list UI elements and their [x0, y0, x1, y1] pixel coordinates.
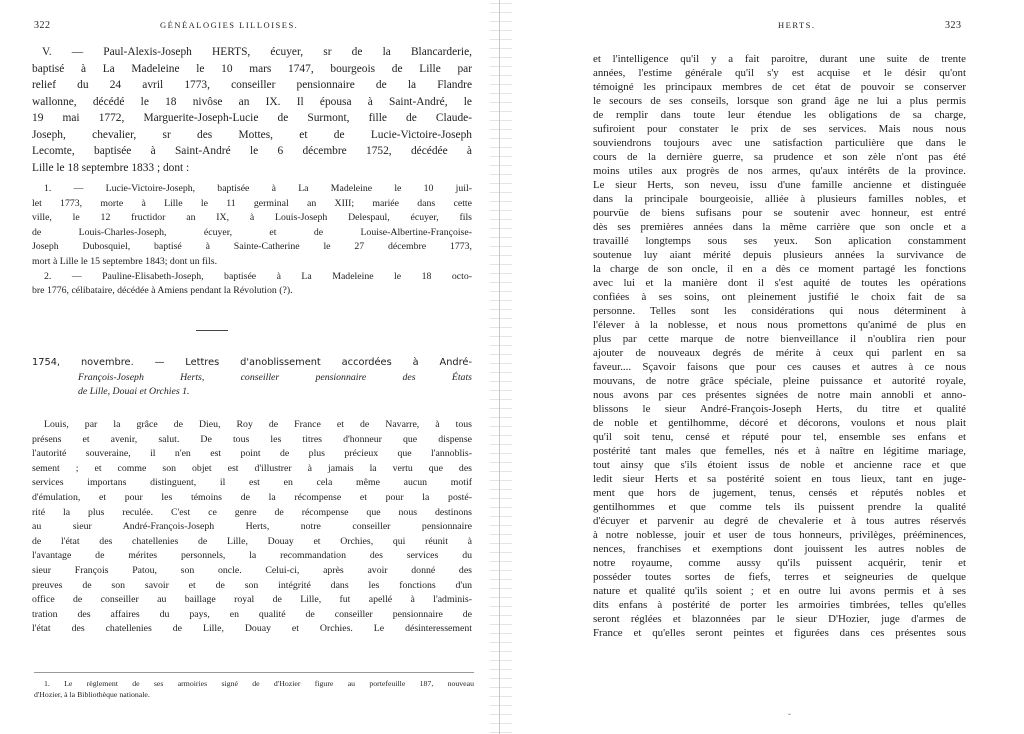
page-mark: ˇ [788, 712, 791, 722]
text-line: dits enfans à postérité de porter les armoiries timbrées, telles qu'elles [593, 599, 966, 611]
text-line: 19 mai 1772, Marguerite-Joseph-Lucie de Surmont, fille de Claude- [32, 112, 472, 124]
text-line: l'état des chatellenies de Lille, Douay et Orchies. Le désinteressement [32, 623, 472, 635]
text-line: souviendrons toujours avec une satisfaction particulière que dans le [593, 137, 966, 149]
heading-line: François-Joseph Herts, conseiller pensionnaire des États [78, 371, 472, 383]
text-line: ledit sieur Herts et sa postérité soient en tous lieux, tant en juge- [593, 473, 966, 485]
text-line: présens et avenir, salut. De tous les titres d'honneur que dispense [32, 433, 472, 445]
text-line: sement ; et comme son objet est d'illustrer à jamais la vertu que des [32, 462, 472, 474]
text-line: de noble et gentilhomme, décoré et décorons, voulons et nous plait [593, 417, 966, 429]
text-line: d'écuyer et parvenir au degré de chevalerie et à tous autres réservés [593, 515, 966, 527]
text-line: relief du 24 avril 1773, conseiller pensionnaire de la Flandre [32, 79, 472, 91]
text-line: seront réglées et blazonnées par le sieur D'Hozier, juge d'armes de [593, 613, 966, 625]
text-line: preuves de son savoir et de son intégrité dans les fonctions d'un [32, 579, 472, 591]
text-line: années, l'estime générale qu'il s'y est acquise et le désir qu'ont [593, 67, 966, 79]
text-line: let 1773, morte à Lille le 11 germinal an XIII; mariée dans cette [32, 197, 472, 209]
text-line: nature et qualité qu'ils soient ; et en outre lui avons permis et à ses [593, 585, 966, 597]
text-line: mort à Lille le 15 septembre 1843; dont un fils. [32, 255, 218, 267]
section-divider [196, 330, 228, 331]
text-line: à notre noblesse, jouir et user de tous honneurs, privilèges, prééminences, [593, 529, 966, 541]
text-line: au sieur André-François-Joseph Herts, notre conseiller pensionnaire [32, 521, 472, 533]
text-line: notre royaume, comme aussy qu'ils puissent acquérir, tenir et [593, 557, 966, 569]
text-line: témoigné les principaux membres de cet état de pouvoir se conserver [593, 81, 966, 93]
text-line: blissons le sieur André-François-Joseph Herts, du titre et qualité [593, 403, 966, 415]
text-line: l'élever à la noblesse, et nous nous promettons qu'animé de plus en [593, 319, 966, 331]
footnote-divider [34, 672, 474, 673]
text-line: plus par cette marque de notre bienveillance il n'oublira rien pour [593, 333, 966, 345]
heading-line: 1754, novembre. — Lettres d'anoblissement accordées à André- [32, 357, 472, 368]
text-line: ville, le 12 fructidor an IX, à Louis-Joseph Delespaul, écuyer, fils [32, 212, 472, 224]
text-line: de remplir dans toute leur étendue les obligations de sa charge, [593, 109, 966, 121]
text-line: V. — Paul-Alexis-Joseph HERTS, écuyer, sr de la Blancarderie, [42, 46, 472, 58]
text-line: le secours de ses conseils, lorsque son grand âge ne lui a plus permis [593, 95, 966, 107]
text-line: sieur François Patou, son oncle. Celui-ci, après avoir donné des [32, 564, 472, 576]
text-line: Le sieur Herts, son neveu, issu d'une famille ancienne et distinguée [593, 179, 966, 191]
text-line: bre 1776, célibataire, décédée à Amiens pendant la Révolution (?). [32, 285, 293, 297]
right-running-head: HERTS. [778, 20, 816, 30]
text-line: et l'intelligence qu'il y a fait paroitre, durant une suite de trente [593, 53, 966, 65]
right-page [510, 0, 1024, 734]
footnote-line: d'Hozier, à la Bibliothèque nationale. [34, 690, 150, 699]
entry-v-paragraph [32, 44, 472, 176]
children-list [32, 182, 472, 299]
book-gutter [490, 0, 512, 734]
gutter-line [499, 0, 500, 734]
text-line: l'autorité souveraine, il n'en est point de plus précieux que l'annoblis- [32, 448, 472, 460]
text-line: ajouter de nouveaux degrés de mérite à ceux qui parlent en sa [593, 347, 966, 359]
text-line: dans la principale bourgeoisie, alliée à plusieurs familles nobles, et [593, 193, 966, 205]
right-page-number: 323 [945, 20, 962, 31]
text-line: services importans distinguent, il est en cela même aucun motif [32, 477, 472, 489]
left-running-head: GÉNÉALOGIES LILLOISES. [160, 20, 299, 30]
text-line: wallonne, décédé le 18 nivôse an IX. Il épousa à Saint-André, le [32, 95, 472, 108]
letters-body [32, 418, 472, 637]
text-line: office de conseiller au baillage royal de Lille, fut apellé à l'adminis- [32, 594, 472, 606]
text-line: de Louis-Charles-Joseph, écuyer, et de Louise-Albertine-Françoise- [32, 226, 472, 238]
text-line: sufiroient pour constater le prix de ses services. Mais nous nous [593, 123, 966, 135]
text-line: dès ses premières années dans la même carrière que son oncle et a [593, 221, 966, 233]
text-line: postérité tant males que femelles, nés et à naître en légitime mariage, [593, 445, 966, 457]
text-line: tout ainsy que s'ils étoient issus de noble et ancienne race et que [593, 459, 966, 471]
text-line: ment que hors de jugement, tenus, censés et réputés nobles et [593, 487, 966, 499]
text-line: l'avantage de mérites personnels, la recommandation des services du [32, 550, 472, 562]
text-line: avec lui et la manière dont il s'est aquité de toutes les opérations [593, 277, 966, 289]
letters-heading [32, 356, 472, 400]
left-page [0, 0, 492, 734]
text-line: faveur.... Sçavoir faisons que pour ces causes et autres à ce nous [593, 361, 966, 373]
text-line: rité la plus reculée. C'est ce genre de récompense que nous destinons [32, 506, 472, 518]
text-line: cours de la dernière guerre, sa prudence et son zèle n'ont pas été [593, 151, 966, 163]
text-line: mouvans, de notre grâce spéciale, pleine puissance et autorité royale, [593, 375, 966, 387]
text-line: la charge de son oncle, il en a dès ce moment partagé les fonctions [593, 263, 966, 275]
text-line: pourvüe de biens sufisans pour se soutenir avec honneur, est entré [593, 207, 966, 219]
text-line: Joseph, chevalier, sr des Mottes, et de Lucie-Victoire-Joseph [32, 128, 472, 141]
text-line: d'émulation, et pour les témoins de la récompense et pour la posté- [32, 491, 472, 503]
text-line: nous avons par ces présentes signées de notre main annobli et anno- [593, 389, 966, 401]
text-line: moins utiles aux progrès de nos armes, qu'aux intérêts de la province. [593, 165, 966, 177]
text-line: confiées à ses soins, ont pleinement justifié le choix fait de sa [593, 291, 966, 303]
footnote [34, 678, 474, 700]
text-line: de l'état des chatellenies de Lille, Douay et Orchies, qui réunit à [32, 535, 472, 547]
text-line: Lecomte, baptisée à Saint-André le 6 décembre 1752, décédée à [32, 145, 472, 157]
text-line: personne. Telles sont les considérations qui nous déterminent à [593, 305, 966, 317]
text-line: baptisé à La Madeleine le 10 mars 1747, bourgeois de Lille par [32, 62, 472, 75]
left-page-number: 322 [34, 20, 51, 31]
text-line: 1. — Lucie-Victoire-Joseph, baptisée à La Madeleine le 10 juil- [44, 183, 472, 194]
text-line: gentilhommes et que comme tels ils puissent prendre la qualité [593, 501, 966, 513]
text-line: soutenue luy aiant mérité depuis plusieurs années la survivance de [593, 249, 966, 261]
text-line: Joseph Dubosquiel, baptisé à Sainte-Catherine le 27 décembre 1773, [32, 241, 472, 253]
text-line: nences, franchises et exemptions dont jouissent les autres nobles de [593, 543, 966, 555]
text-line: 2. — Pauline-Elisabeth-Joseph, baptisée à La Madeleine le 18 octo- [44, 270, 472, 282]
text-line: France et qu'elles seront peintes et figurées dans ces présentes sous [593, 627, 966, 639]
text-line: Louis, par la grâce de Dieu, Roy de France et de Navarre, à tous [44, 419, 472, 430]
footnote-line: 1. Le règlement de ses armoiries signé de d'Hozier figure au portefeuille 187, nouveau [44, 679, 474, 688]
text-line: qu'il soit tenu, censé et réputé pour tel, ensemble ses enfans et [593, 431, 966, 443]
text-line: travaillé longtemps sous ses yeux. Son aplication constamment [593, 235, 966, 247]
right-page-body [593, 52, 966, 640]
heading-line: de Lille, Douai et Orchies 1. [78, 386, 190, 398]
text-line: tration des affaires du pays, en qualité de conseiller pensionnaire de [32, 608, 472, 620]
text-line: Lille le 18 septembre 1833 ; dont : [32, 161, 190, 174]
text-line: posséder toutes sortes de fiefs, terres et seigneuries de quelque [593, 571, 966, 583]
